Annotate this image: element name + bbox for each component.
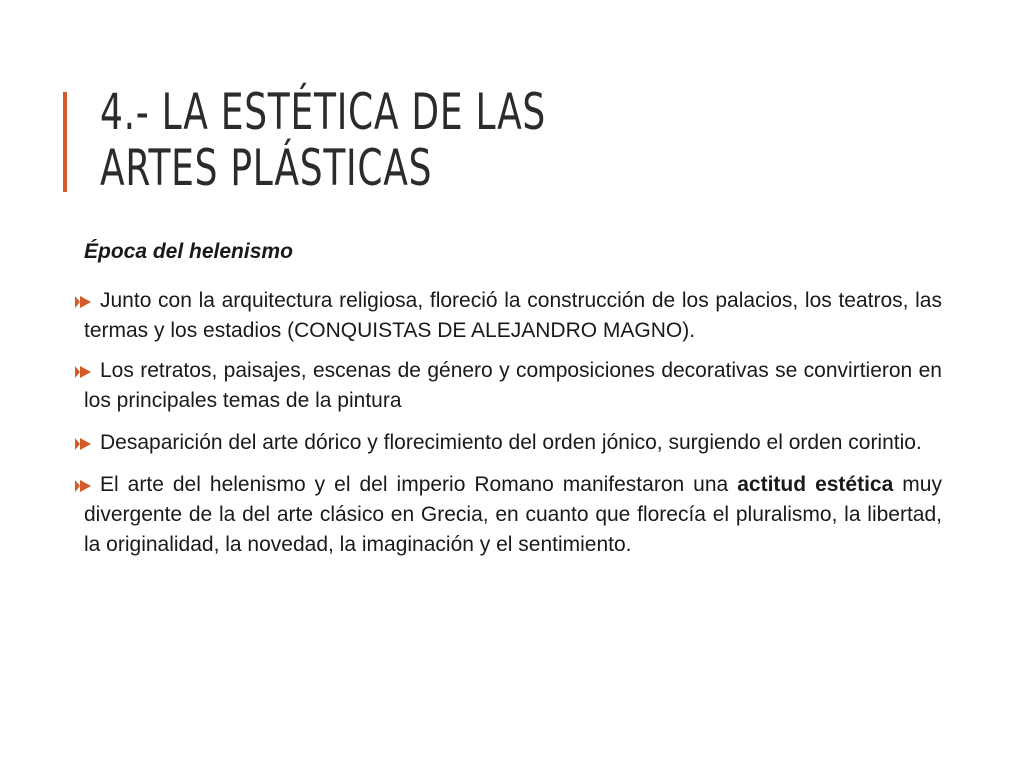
title-accent-bar — [63, 92, 67, 192]
bullet-item — [76, 428, 942, 458]
bullet-text — [84, 470, 942, 560]
bullet-text: Desaparición del arte dórico y florecimiento del orden jónico, surgiendo el orden corintio. — [100, 431, 922, 454]
slide-subtitle: Época del helenismo — [84, 240, 293, 263]
slide-title — [100, 84, 719, 196]
bullet-item — [76, 356, 942, 416]
bullet-bold-phrase: actitud estética — [737, 473, 894, 496]
arrow-right-icon — [74, 295, 92, 309]
bullet-text-part: El arte del helenismo y el del imperio Romano manifestaron una — [100, 473, 738, 496]
arrow-right-icon — [74, 437, 92, 451]
bullet-text-part: muy divergente de la del arte clásico en Grecia, en cuanto que florecía el pluralismo, la libertad, la originalidad, la novedad, la imaginación y el sentimiento. — [84, 473, 942, 556]
bullet-item — [76, 286, 942, 346]
slide-title-line-2: ARTES PLÁSTICAS — [100, 139, 433, 197]
bullet-text: Los retratos, paisajes, escenas de género y composiciones decorativas se convirtieron en los principales temas de la pintura — [84, 359, 942, 412]
bullet-item — [76, 470, 942, 560]
arrow-right-icon — [74, 479, 92, 493]
arrow-right-icon — [74, 365, 92, 379]
slide-title-line-1: 4.- LA ESTÉTICA DE LAS — [100, 83, 546, 141]
bullet-text: Junto con la arquitectura religiosa, floreció la construcción de los palacios, los teatros, las termas y los estadios (CONQUISTAS DE ALEJANDRO MAGNO). — [84, 289, 942, 342]
bullet-list — [76, 286, 942, 570]
